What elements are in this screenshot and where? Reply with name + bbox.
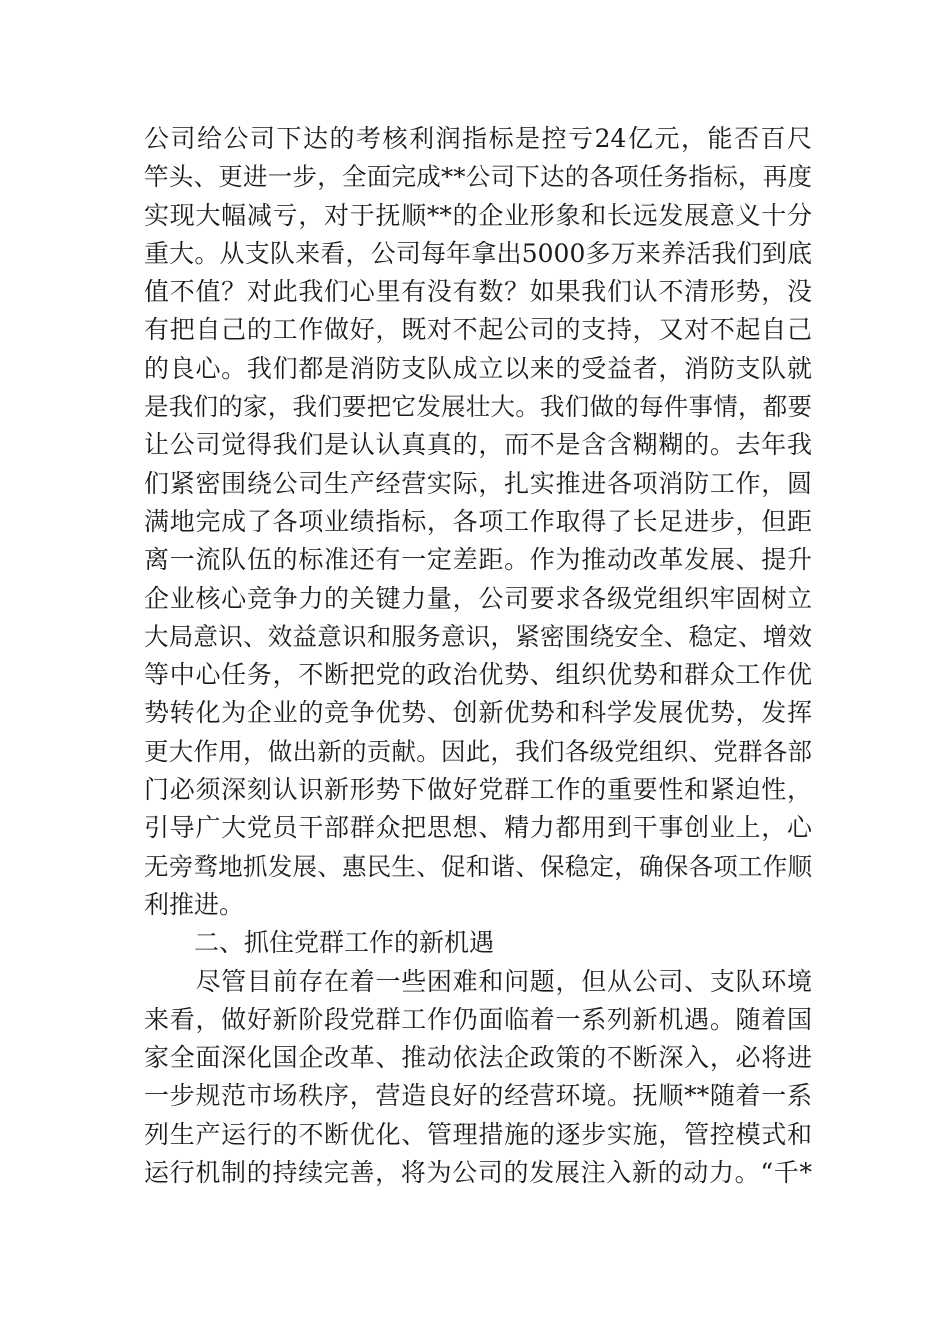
- document-body: [144, 120, 812, 1192]
- text-line: 运行机制的持续完善，将为公司的发展注入新的动力。“千*: [144, 1158, 812, 1188]
- text-line: 公司给公司下达的考核利润指标是控亏24亿元，能否百尺: [144, 124, 812, 153]
- text-line: 引导广大党员干部群众把思想、精力都用到干事创业上，心: [144, 813, 812, 843]
- text-line: 势转化为企业的竞争优势、创新优势和科学发展优势，发挥: [144, 698, 812, 728]
- text-line: 一步规范市场秩序，营造良好的经营环境。抚顺**随着一系: [144, 1081, 812, 1111]
- text-line: 竿头、更进一步，全面完成**公司下达的各项任务指标，再度: [144, 162, 812, 192]
- text-line: 有把自己的工作做好，既对不起公司的支持，又对不起自己: [144, 315, 812, 345]
- text-line: 等中心任务，不断把党的政治优势、组织优势和群众工作优: [144, 660, 812, 690]
- text-line: 让公司觉得我们是认认真真的，而不是含含糊糊的。去年我: [144, 430, 812, 460]
- text-line: 大局意识、效益意识和服务意识，紧密围绕安全、稳定、增效: [144, 621, 812, 651]
- text-line: 离一流队伍的标准还有一定差距。作为推动改革发展、提升: [144, 545, 812, 575]
- text-line: 企业核心竞争力的关键力量，公司要求各级党组织牢固树立: [144, 583, 812, 613]
- text-line: 来看，做好新阶段党群工作仍面临着一系列新机遇。随着国: [144, 1004, 812, 1034]
- text-line: 重大。从支队来看，公司每年拿出5000多万来养活我们到底: [144, 238, 812, 268]
- text-line: 们紧密围绕公司生产经营实际，扎实推进各项消防工作，圆: [144, 468, 812, 498]
- text-line: 家全面深化国企改革、推动依法企政策的不断深入，必将进: [144, 1043, 812, 1073]
- text-line: 是我们的家，我们要把它发展壮大。我们做的每件事情，都要: [144, 392, 812, 422]
- text-line: 值不值？对此我们心里有没有数？如果我们认不清形势，没: [144, 277, 812, 307]
- paragraph-end-line: 利推进。: [144, 889, 245, 919]
- text-line: 门必须深刻认识新形势下做好党群工作的重要性和紧迫性，: [144, 775, 812, 805]
- paragraph-first-line: 尽管目前存在着一些困难和问题，但从公司、支队环境: [144, 966, 812, 996]
- section-heading: 二、抓住党群工作的新机遇: [144, 928, 495, 958]
- text-line: 满地完成了各项业绩指标，各项工作取得了长足进步，但距: [144, 506, 812, 536]
- text-line: 更大作用，做出新的贡献。因此，我们各级党组织、党群各部: [144, 736, 812, 766]
- text-line: 无旁骛地抓发展、惠民生、促和谐、保稳定，确保各项工作顺: [144, 851, 812, 881]
- text-line: 实现大幅减亏，对于抚顺**的企业形象和长远发展意义十分: [144, 200, 812, 230]
- text-line: 的良心。我们都是消防支队成立以来的受益者，消防支队就: [144, 353, 812, 383]
- text-line: 列生产运行的不断优化、管理措施的逐步实施，管控模式和: [144, 1119, 812, 1149]
